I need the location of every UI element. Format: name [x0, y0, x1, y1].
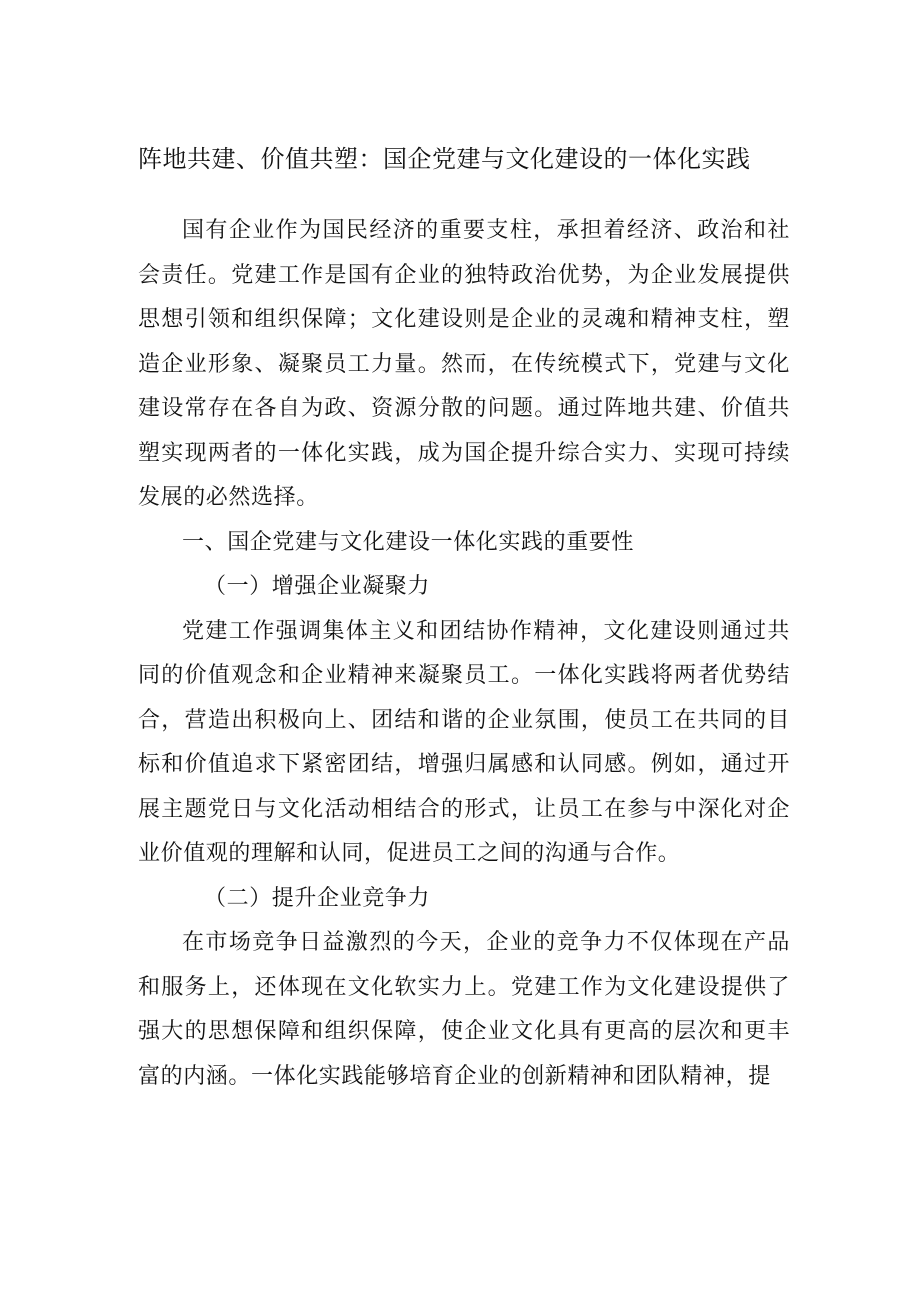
subsection-heading-competitiveness: （二）提升企业竞争力 [204, 885, 431, 911]
document-body [138, 209, 790, 1099]
document-title: 阵地共建、价值共塑：国企党建与文化建设的一体化实践 [138, 145, 751, 173]
competitiveness-paragraph: 在市场竞争日益激烈的今天，企业的竞争力不仅体现在产品和服务上，还体现在文化软实力上。党建工作为文化建设提供了强大的思想保障和组织保障，使企业文化具有更高的层次和更丰富的内涵。一体化实践能够培育企业的创新精神和团队精神，提 [138, 930, 790, 1089]
subsection-heading-cohesion: （一）增强企业凝聚力 [204, 574, 431, 599]
cohesion-paragraph: 党建工作强调集体主义和团结协作精神，文化建设则通过共同的价值观念和企业精神来凝聚员工。一体化实践将两者优势结合，营造出积极向上、团结和谐的企业氛围，使员工在共同的目标和价值追求下紧密团结，增强归属感和认同感。例如，通过开展主题党日与文化活动相结合的形式，让员工在参与中深化对企业价值观的理解和认同，促进员工之间的沟通与合作。 [138, 618, 790, 866]
intro-paragraph: 国有企业作为国民经济的重要支柱，承担着经济、政治和社会责任。党建工作是国有企业的独特政治优势，为企业发展提供思想引领和组织保障；文化建设则是企业的灵魂和精神支柱，塑造企业形象、凝聚员工力量。然而，在传统模式下，党建与文化建设常存在各自为政、资源分散的问题。通过阵地共建、价值共塑实现两者的一体化实践，成为国企提升综合实力、实现可持续发展的必然选择。 [138, 218, 790, 510]
section-heading-importance: 一、国企党建与文化建设一体化实践的重要性 [182, 529, 635, 555]
